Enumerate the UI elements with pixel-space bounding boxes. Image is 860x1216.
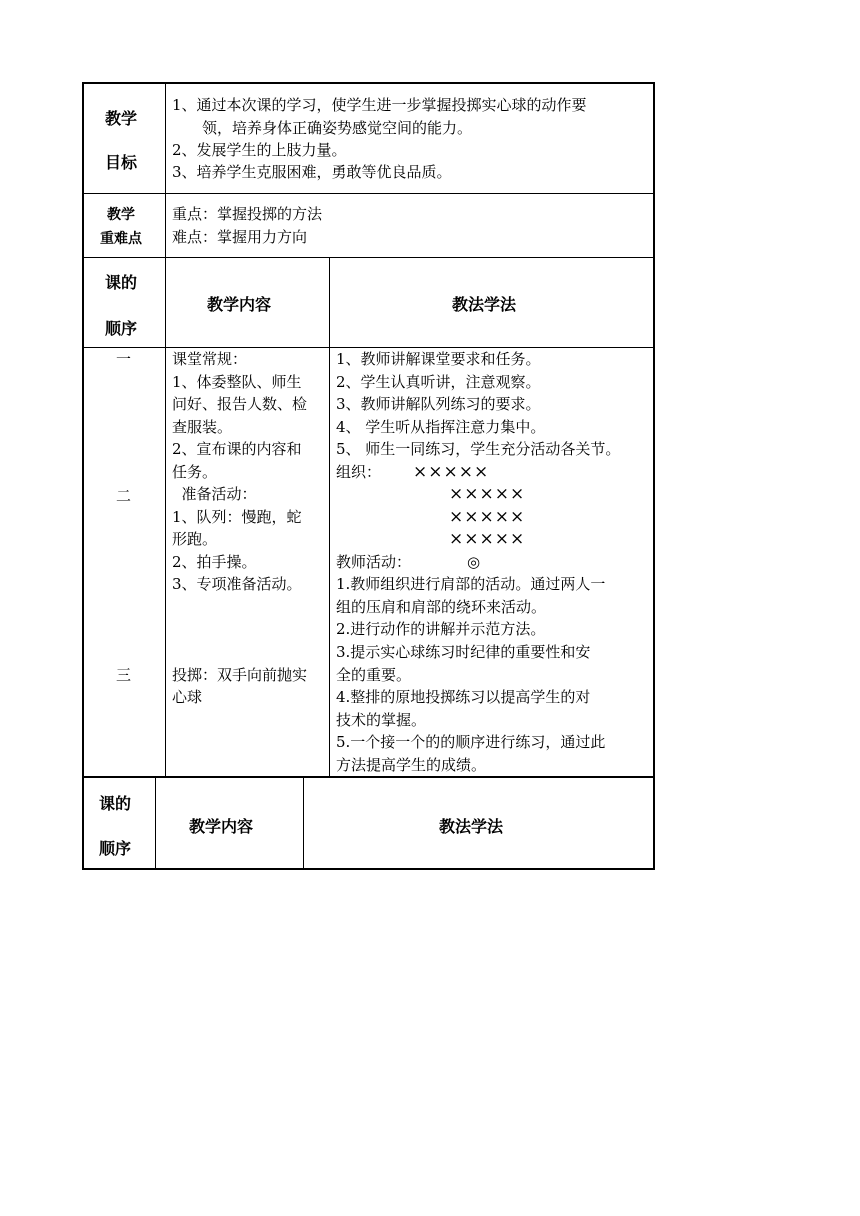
formation-row: ××××× [413, 462, 490, 482]
footer-divider-1 [155, 776, 156, 870]
method-line: 3、教师讲解队列练习的要求。 [336, 395, 541, 413]
divider-label [165, 82, 166, 778]
method-line: 2.进行动作的讲解并示范方法。 [336, 620, 546, 638]
section-one: 一 [116, 350, 132, 368]
section-two: 二 [116, 487, 132, 505]
content-line: 1、体委整队、师生 [172, 373, 302, 391]
divider-row2 [82, 257, 654, 258]
content-line: 查服装。 [172, 418, 233, 436]
footer-content: 教学内容 [189, 817, 254, 836]
keypoints-label-top: 教学 [107, 207, 135, 223]
teacher-activity-label: 教师活动： [336, 553, 412, 571]
objective-line-1b: 领，培养身体正确姿势感觉空间的能力。 [202, 119, 473, 137]
organization-label: 组织： [336, 463, 382, 481]
objective-line-2: 2、发展学生的上肢力量。 [172, 141, 347, 159]
footer-method: 教法学法 [439, 817, 504, 836]
content-line: 问好、报告人数、检 [172, 395, 308, 413]
header-order-top: 课的 [105, 273, 138, 292]
method-line: 4、 学生听从指挥注意力集中。 [336, 418, 546, 436]
method-line: 方法提高学生的成绩。 [336, 756, 487, 774]
content-line: 投掷：双手向前抛实 [172, 666, 308, 684]
content-line: 任务。 [172, 463, 218, 481]
content-line: 准备活动： [172, 485, 257, 503]
footer-border-left [82, 776, 84, 870]
content-line: 心球 [172, 688, 203, 706]
header-content: 教学内容 [207, 295, 272, 314]
border-right [653, 82, 655, 778]
objective-line-1: 1、通过本次课的学习，使学生进一步掌握投掷实心球的动作要 [172, 96, 587, 114]
method-line: 4.整排的原地投掷练习以提高学生的对 [336, 688, 591, 706]
objectives-label-top: 教学 [105, 109, 138, 128]
section-three: 三 [116, 666, 132, 684]
method-line: 5.一个接一个的的顺序进行练习，通过此 [336, 733, 606, 751]
divider-content-method [329, 257, 330, 778]
content-line: 2、宣布课的内容和 [172, 440, 302, 458]
content-line: 2、拍手操。 [172, 553, 257, 571]
key-focus: 重点：掌握投掷的方法 [172, 205, 323, 223]
border-top [82, 82, 655, 84]
footer-order-top: 课的 [99, 794, 132, 813]
footer-order-bottom: 顺序 [99, 839, 132, 858]
method-line: 全的重要。 [336, 666, 412, 684]
border-left [82, 82, 84, 778]
content-line: 1、队列：慢跑，蛇 [172, 508, 302, 526]
objective-line-3: 3、培养学生克服困难，勇敢等优良品质。 [172, 163, 452, 181]
divider-row1 [82, 193, 654, 194]
teacher-position-icon: ◎ [467, 553, 481, 571]
footer-border-right [653, 776, 655, 870]
method-line: 2、学生认真听讲，注意观察。 [336, 373, 541, 391]
method-line: 5、 师生一同练习，学生充分活动各关节。 [336, 440, 621, 458]
method-line: 1.教师组织进行肩部的活动。通过两人一 [336, 575, 606, 593]
content-line: 形跑。 [172, 530, 218, 548]
method-line: 1、教师讲解课堂要求和任务。 [336, 350, 541, 368]
footer-divider-2 [303, 776, 304, 870]
method-line: 3.提示实心球练习时纪律的重要性和安 [336, 643, 591, 661]
content-line: 3、专项准备活动。 [172, 575, 302, 593]
content-line: 课堂常规： [172, 350, 248, 368]
formation-row: ××××× [449, 484, 526, 504]
objectives-label-bottom: 目标 [105, 153, 138, 172]
method-line: 组的压肩和肩部的绕环来活动。 [336, 598, 547, 616]
footer-border-bottom [82, 868, 655, 870]
header-order-bottom: 顺序 [105, 319, 138, 338]
key-difficulty: 难点：掌握用力方向 [172, 228, 308, 246]
header-method: 教法学法 [452, 295, 517, 314]
formation-row: ××××× [449, 529, 526, 549]
formation-row: ××××× [449, 507, 526, 527]
keypoints-label-bottom: 重难点 [100, 231, 142, 247]
method-line: 技术的掌握。 [336, 711, 427, 729]
